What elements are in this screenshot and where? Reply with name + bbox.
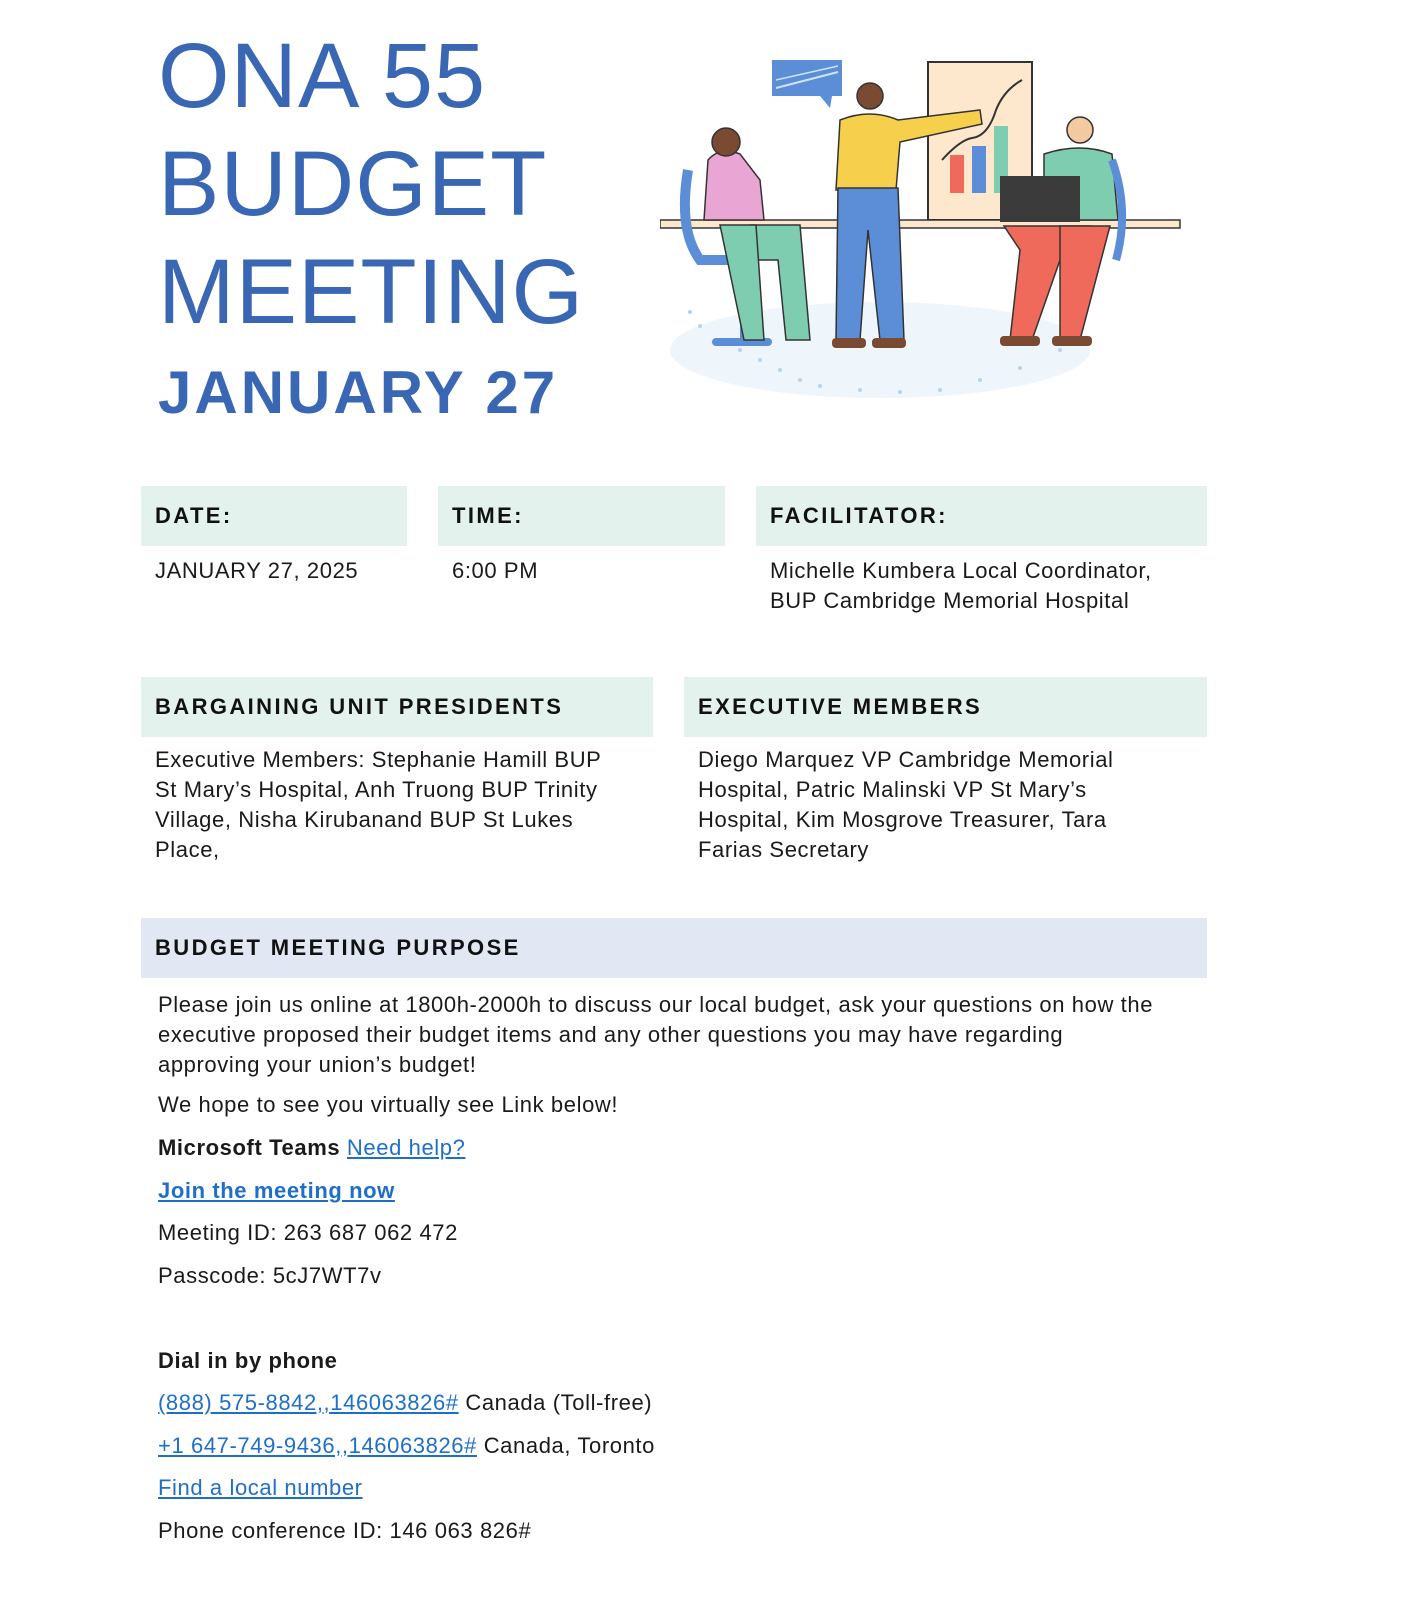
presidents-line: Place, [155, 837, 220, 862]
facilitator-value [770, 556, 1210, 616]
teams-line [158, 1133, 1238, 1163]
dial-heading: Dial in by phone [158, 1348, 338, 1373]
speech-bubble-icon [772, 60, 842, 108]
purpose-header: BUDGET MEETING PURPOSE [141, 918, 1207, 978]
title-block [158, 22, 678, 428]
presidents-line: Village, Nisha Kirubanand BUP St Lukes [155, 807, 574, 832]
dial-number-row [158, 1431, 1238, 1461]
purpose-line: approving your union’s budget! [158, 1052, 477, 1077]
page-title-line-1: ONA 55 [158, 25, 487, 127]
purpose-line: executive proposed their budget items and any other questions you may have regarding [158, 1022, 1064, 1047]
presidents-list [155, 745, 655, 865]
toronto-location: Canada, Toronto [476, 1433, 655, 1458]
facilitator-line: Michelle Kumbera Local Coordinator, [770, 558, 1152, 583]
page-subtitle: JANUARY 27 [158, 359, 559, 426]
meeting-illustration [660, 50, 1220, 420]
executive-line: Diego Marquez VP Cambridge Memorial [698, 747, 1114, 772]
time-value: 6:00 PM [452, 558, 539, 583]
executive-line: Hospital, Patric Malinski VP St Mary’s [698, 777, 1087, 802]
toll-free-number-link[interactable]: (888) 575-8842,,146063826# [158, 1390, 459, 1415]
dial-number-row [158, 1388, 1238, 1418]
presidents-line: Executive Members: Stephanie Hamill BUP [155, 747, 602, 772]
presidents-header: BARGAINING UNIT PRESIDENTS [141, 677, 653, 737]
executive-header: EXECUTIVE MEMBERS [684, 677, 1207, 737]
presidents-line: St Mary’s Hospital, Anh Truong BUP Trinity [155, 777, 598, 802]
need-help-link[interactable]: Need help? [346, 1135, 466, 1160]
time-header: TIME: [438, 486, 725, 546]
toll-free-location: Canada (Toll-free) [458, 1390, 653, 1415]
toronto-number-link[interactable]: +1 647-749-9436,,146063826# [158, 1433, 477, 1458]
page-title-line-2: BUDGET [158, 133, 548, 235]
date-header: DATE: [141, 486, 407, 546]
date-value: JANUARY 27, 2025 [155, 558, 359, 583]
executive-line: Farias Secretary [698, 837, 869, 862]
join-meeting-link[interactable]: Join the meeting now [158, 1178, 395, 1203]
passcode: Passcode: 5cJ7WT7v [158, 1263, 382, 1288]
hope-text: We hope to see you virtually see Link below! [158, 1092, 619, 1117]
meeting-id: Meeting ID: 263 687 062 472 [158, 1220, 458, 1245]
join-line [158, 1176, 1238, 1206]
executive-line: Hospital, Kim Mosgrove Treasurer, Tara [698, 807, 1107, 832]
local-number-row [158, 1473, 1238, 1503]
executive-list [698, 745, 1208, 865]
conference-id: Phone conference ID: 146 063 826# [158, 1518, 532, 1543]
purpose-text [158, 990, 1238, 1080]
facilitator-header: FACILITATOR: [756, 486, 1207, 546]
purpose-line: Please join us online at 1800h-2000h to discuss our local budget, ask your questions on how the [158, 992, 1154, 1017]
page-title-line-3: MEETING [158, 241, 585, 343]
seated-woman-figure [685, 128, 810, 346]
facilitator-line: BUP Cambridge Memorial Hospital [770, 588, 1130, 613]
teams-label: Microsoft Teams [158, 1135, 341, 1160]
find-local-number-link[interactable]: Find a local number [158, 1475, 363, 1500]
